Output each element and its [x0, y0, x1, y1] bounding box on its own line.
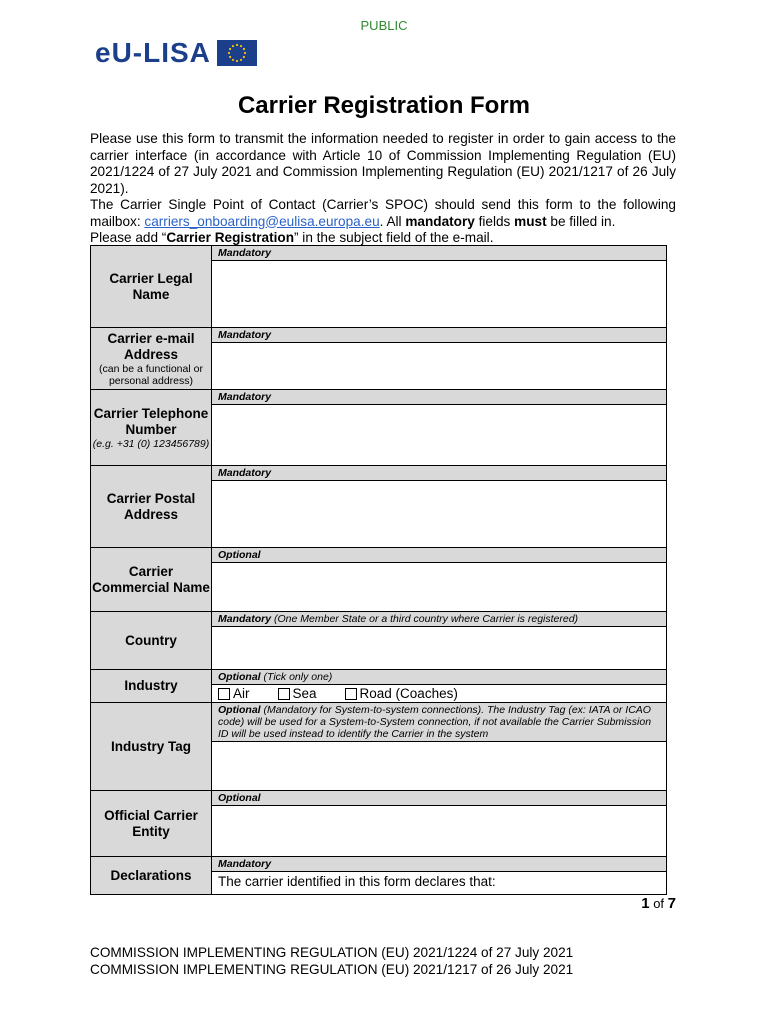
label-official-entity: Official Carrier Entity: [91, 791, 212, 857]
row-official-entity: [91, 791, 667, 857]
flag-star: [240, 59, 242, 61]
logo-wordmark: eU-LISA: [95, 37, 211, 68]
label-declarations: Declarations: [91, 857, 212, 895]
input-commercial[interactable]: [212, 563, 666, 611]
input-phone[interactable]: [212, 405, 666, 465]
input-email[interactable]: [212, 343, 666, 389]
footer-line-1: COMMISSION IMPLEMENTING REGULATION (EU) 2021/1224 of 27 July 2021: [90, 945, 574, 960]
eu-flag-icon: [217, 40, 257, 66]
flag-star: [243, 48, 245, 50]
industry-option-air[interactable]: Air: [218, 686, 250, 701]
page-number: 1 of 7: [641, 895, 676, 912]
flag-star: [236, 44, 238, 46]
label-industry-tag: Industry Tag: [91, 703, 212, 791]
label-legal-name: Carrier Legal Name: [91, 246, 212, 328]
tag-official-entity: Optional: [212, 791, 666, 806]
label-commercial: Carrier Commercial Name: [91, 548, 212, 612]
checkbox-air[interactable]: [218, 688, 230, 700]
tag-declarations: Mandatory: [212, 857, 666, 872]
flag-star: [240, 45, 242, 47]
tag-postal: Mandatory: [212, 466, 666, 481]
footer: [90, 945, 573, 978]
flag-star: [232, 59, 234, 61]
intro-paragraph-3: Please add “Carrier Registration” in the subject field of the e-mail.: [90, 230, 494, 245]
input-country[interactable]: [212, 627, 666, 669]
row-postal: [91, 466, 667, 548]
tag-industry-tag: Optional (Mandatory for System-to-system connections). The Industry Tag (ex: IATA or ICAO code) will be used for a System-to-System connection, if not available the Carrier Submission ID will be used instead to identify the Carrier in the system: [212, 703, 666, 742]
flag-star: [228, 52, 230, 54]
label-postal: Carrier Postal Address: [91, 466, 212, 548]
label-email: Carrier e-mail Address (can be a functional or personal address): [91, 328, 212, 390]
flag-star: [236, 60, 238, 62]
intro-text: [90, 131, 676, 247]
input-official-entity[interactable]: [212, 806, 666, 856]
eu-lisa-logo: [95, 38, 257, 68]
input-industry-tag[interactable]: [212, 742, 666, 788]
input-postal[interactable]: [212, 481, 666, 547]
tag-legal-name: Mandatory: [212, 246, 666, 261]
page-title: Carrier Registration Form: [237, 92, 531, 119]
classification-label: PUBLIC: [360, 18, 408, 33]
flag-star: [229, 48, 231, 50]
row-email: [91, 328, 667, 390]
flag-star: [243, 56, 245, 58]
intro-paragraph-2: The Carrier Single Point of Contact (Carrier’s SPOC) should send this form to the following mailbox: carriers_onboarding@eulisa.europa.eu. All mandatory fields must be filled in.: [90, 197, 676, 229]
industry-options: [212, 685, 666, 702]
industry-option-road[interactable]: Road (Coaches): [345, 686, 458, 701]
checkbox-sea[interactable]: [278, 688, 290, 700]
row-phone: [91, 390, 667, 466]
tag-commercial: Optional: [212, 548, 666, 563]
tag-country: Mandatory (One Member State or a third country where Carrier is registered): [212, 612, 666, 627]
flag-star: [244, 52, 246, 54]
label-industry: Industry: [91, 670, 212, 703]
tag-phone: Mandatory: [212, 390, 666, 405]
intro-paragraph-1: Please use this form to transmit the information needed to register in order to gain access to the carrier interface (in accordance with Article 10 of Commission Implementing Regulation (EU) 2021/1224 of 27 July 2021 and Commission Implementing Regulation (EU) 2021/1217 of 26 July 2021).: [90, 131, 676, 196]
footer-line-2: COMMISSION IMPLEMENTING REGULATION (EU) 2021/1217 of 26 July 2021: [90, 961, 574, 977]
mailbox-link[interactable]: carriers_onboarding@eulisa.europa.eu: [144, 213, 380, 229]
checkbox-road[interactable]: [345, 688, 357, 700]
row-commercial: [91, 548, 667, 612]
label-phone: Carrier Telephone Number (e.g. +31 (0) 123456789): [91, 390, 212, 466]
registration-form-table: [90, 245, 667, 895]
label-country: Country: [91, 612, 212, 670]
row-legal-name: [91, 246, 667, 328]
input-legal-name[interactable]: [212, 261, 666, 327]
row-industry: [91, 670, 667, 703]
tag-industry: Optional (Tick only one): [212, 670, 666, 685]
row-industry-tag: [91, 703, 667, 791]
row-declarations: [91, 857, 667, 895]
flag-star: [232, 45, 234, 47]
tag-email: Mandatory: [212, 328, 666, 343]
flag-star: [229, 56, 231, 58]
row-country: [91, 612, 667, 670]
industry-option-sea[interactable]: Sea: [278, 686, 317, 701]
declarations-text: The carrier identified in this form declares that:: [218, 874, 496, 889]
